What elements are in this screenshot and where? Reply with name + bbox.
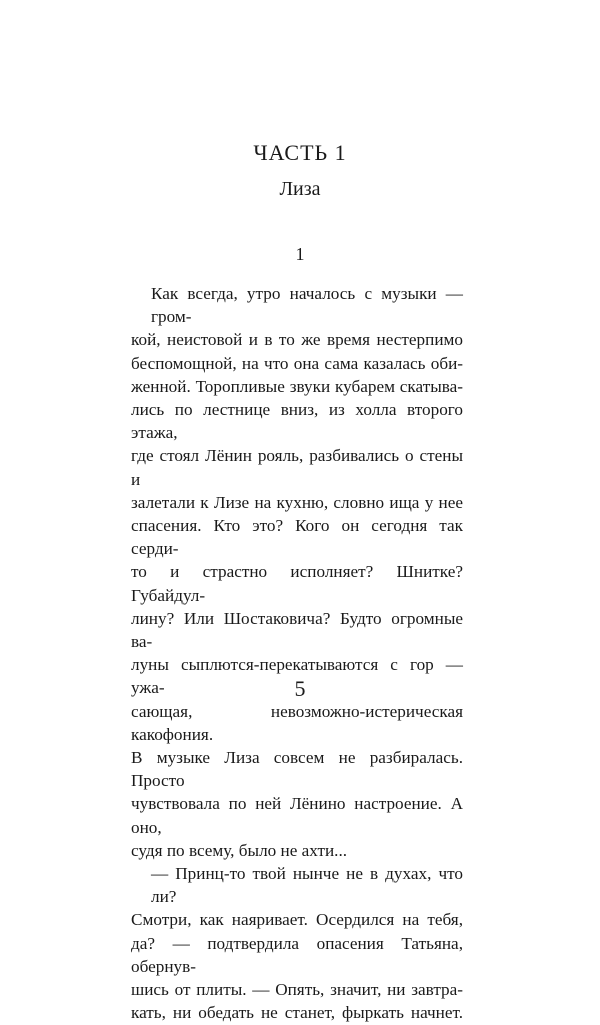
chapter-text (131, 282, 463, 1025)
text-line: — Принц-то твой нынче не в духах, что ли? (151, 864, 463, 907)
text-line: где стоял Лёнин рояль, разбивались о стены и (131, 446, 463, 489)
text-line: Смотри, как наяривает. Осердился на тебя, (131, 910, 463, 930)
text-line: да? — подтвердила опасения Татьяна, обернув- (131, 933, 463, 976)
text-line: судя по всему, было не ахти... (131, 840, 348, 860)
text-line: В музыке Лиза совсем не разбиралась. Просто (131, 748, 463, 791)
text-line: беспомощной, на что она сама казалась оби- (131, 353, 463, 373)
part-title: Лиза (279, 178, 321, 200)
text-line: Как всегда, утро началось с музыки — гром- (151, 284, 463, 327)
chapter-number: 1 (295, 244, 305, 264)
part-heading: ЧАСТЬ 1 (253, 140, 347, 165)
text-line: залетали к Лизе на кухню, словно ища у нее (131, 492, 463, 512)
text-line: лись по лестнице вниз, из холла второго этажа, (131, 400, 463, 443)
text-line: кой, неистовой и в то же время нестерпимо (131, 330, 463, 350)
text-line: то и страстно исполняет? Шнитке? Губайдул- (131, 562, 463, 605)
text-line: женной. Торопливые звуки кубарем скатыва- (131, 376, 463, 396)
text-line: чувствовала по ней Лёнино настроение. А оно, (131, 794, 463, 837)
text-line: лину? Или Шостаковича? Будто огромные ва- (131, 608, 463, 652)
text-line: спасения. Кто это? Кого он сегодня так серди- (131, 516, 463, 559)
text-line: луны сыплются-перекатываются с гор — ужа- (131, 655, 463, 698)
text-line: кать, ни обедать не станет, фыркать начнет. (131, 1003, 463, 1023)
text-line: шись от плиты. — Опять, значит, ни завтра- (131, 980, 463, 1000)
page-number: 5 (294, 676, 306, 701)
text-line: сающая, невозможно-истерическая какофония. (131, 701, 463, 744)
